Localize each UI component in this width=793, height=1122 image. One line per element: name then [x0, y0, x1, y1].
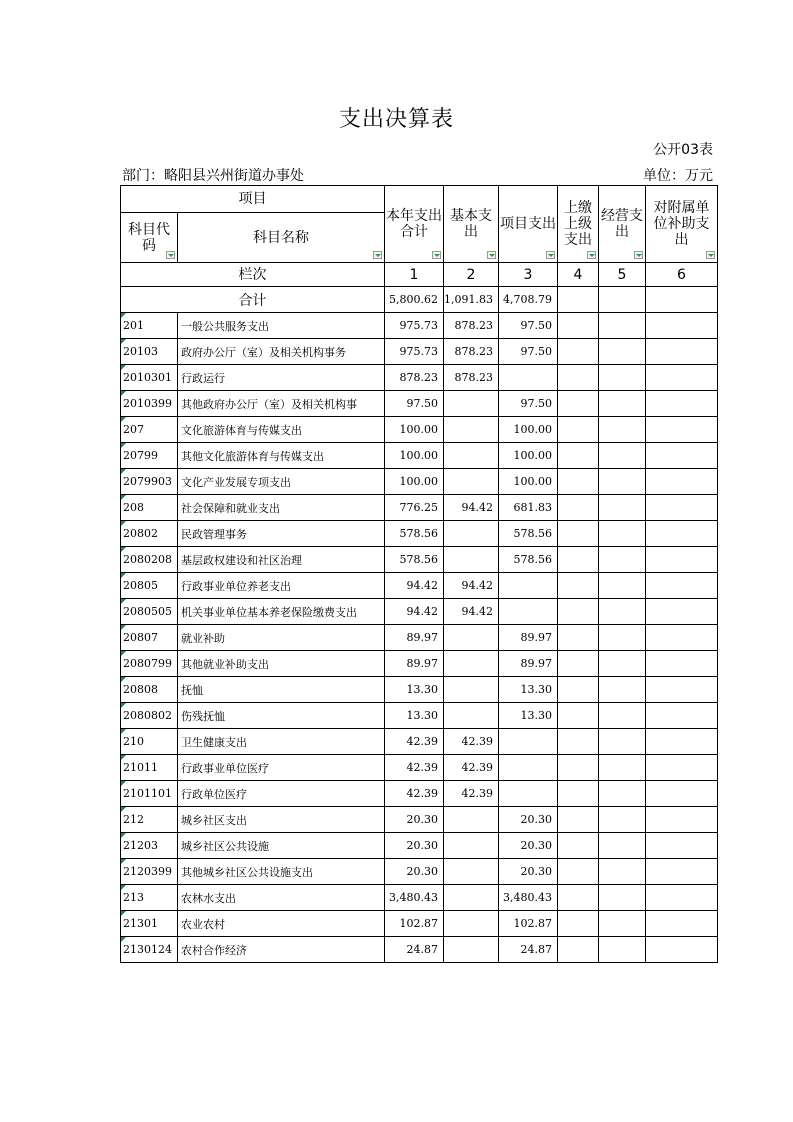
row-col6	[646, 391, 718, 417]
row-col6	[646, 417, 718, 443]
row-name: 政府办公厅（室）及相关机构事务	[178, 339, 385, 365]
row-col4	[558, 469, 599, 495]
total-col3: 4,708.79	[499, 287, 558, 313]
row-col6	[646, 859, 718, 885]
table-row	[121, 677, 718, 703]
total-col1: 5,800.62	[385, 287, 444, 313]
column-index-label: 栏次	[121, 263, 385, 287]
row-col6	[646, 677, 718, 703]
row-code: 2101101	[121, 781, 178, 807]
row-col6	[646, 729, 718, 755]
row-col2: 94.42	[444, 495, 499, 521]
row-col2: 94.42	[444, 599, 499, 625]
row-col6	[646, 781, 718, 807]
row-code: 21301	[121, 911, 178, 937]
row-col4	[558, 833, 599, 859]
row-col1: 878.23	[385, 365, 444, 391]
row-col4	[558, 859, 599, 885]
row-col2: 42.39	[444, 729, 499, 755]
row-col4	[558, 885, 599, 911]
header-col6	[646, 186, 718, 263]
table-row	[121, 703, 718, 729]
row-name: 社会保障和就业支出	[178, 495, 385, 521]
row-col1: 102.87	[385, 911, 444, 937]
row-col3: 97.50	[499, 391, 558, 417]
row-col1: 24.87	[385, 937, 444, 963]
column-index-1: 1	[385, 263, 444, 287]
unit-label: 单位：万元	[643, 168, 713, 184]
filter-dropdown-icon[interactable]	[166, 251, 175, 259]
row-code: 2010301	[121, 365, 178, 391]
row-col5	[599, 547, 646, 573]
table-row	[121, 755, 718, 781]
row-name: 行政运行	[178, 365, 385, 391]
table-row	[121, 469, 718, 495]
row-col5	[599, 365, 646, 391]
row-col5	[599, 755, 646, 781]
department-label: 部门：略阳县兴州街道办事处	[122, 168, 304, 184]
header-col1-label: 本年支出合计	[386, 208, 442, 240]
row-col4	[558, 911, 599, 937]
row-name: 卫生健康支出	[178, 729, 385, 755]
row-name: 其他就业补助支出	[178, 651, 385, 677]
row-col6	[646, 521, 718, 547]
row-col2	[444, 937, 499, 963]
row-col6	[646, 625, 718, 651]
row-col1: 42.39	[385, 781, 444, 807]
row-col4	[558, 677, 599, 703]
row-col1: 100.00	[385, 469, 444, 495]
row-name: 伤残抚恤	[178, 703, 385, 729]
row-name: 其他政府办公厅（室）及相关机构事	[178, 391, 385, 417]
row-col5	[599, 911, 646, 937]
row-code: 201	[121, 313, 178, 339]
table-row	[121, 911, 718, 937]
row-col3: 100.00	[499, 417, 558, 443]
row-code: 212	[121, 807, 178, 833]
row-col2: 42.39	[444, 755, 499, 781]
row-col4	[558, 417, 599, 443]
row-col3: 13.30	[499, 703, 558, 729]
row-code: 20807	[121, 625, 178, 651]
row-col4	[558, 599, 599, 625]
row-name: 其他城乡社区公共设施支出	[178, 859, 385, 885]
total-row	[121, 287, 718, 313]
column-index-5: 5	[599, 263, 646, 287]
row-col4	[558, 391, 599, 417]
row-code: 210	[121, 729, 178, 755]
row-col3: 20.30	[499, 833, 558, 859]
header-col3	[499, 186, 558, 263]
row-col1: 94.42	[385, 599, 444, 625]
row-col1: 776.25	[385, 495, 444, 521]
row-name: 基层政权建设和社区治理	[178, 547, 385, 573]
row-col5	[599, 573, 646, 599]
row-col6	[646, 651, 718, 677]
row-col5	[599, 339, 646, 365]
row-code: 21011	[121, 755, 178, 781]
row-col3	[499, 599, 558, 625]
header-col4-label: 上缴上级支出	[564, 200, 592, 248]
filter-dropdown-icon[interactable]	[546, 251, 555, 259]
table-row	[121, 625, 718, 651]
row-col5	[599, 677, 646, 703]
row-col6	[646, 365, 718, 391]
row-col4	[558, 573, 599, 599]
row-col4	[558, 781, 599, 807]
table-row	[121, 729, 718, 755]
row-col6	[646, 807, 718, 833]
header-col6-label: 对附属单位补助支出	[653, 200, 710, 248]
row-col4	[558, 547, 599, 573]
header-col2-label: 基本支出	[450, 208, 492, 240]
filter-dropdown-icon[interactable]	[706, 251, 715, 259]
row-col2	[444, 703, 499, 729]
row-col2	[444, 859, 499, 885]
row-name: 其他文化旅游体育与传媒支出	[178, 443, 385, 469]
row-code: 2010399	[121, 391, 178, 417]
column-index-3: 3	[499, 263, 558, 287]
row-col6	[646, 339, 718, 365]
row-col1: 578.56	[385, 521, 444, 547]
row-col6	[646, 443, 718, 469]
filter-dropdown-icon[interactable]	[587, 251, 596, 259]
table-row	[121, 599, 718, 625]
row-code: 207	[121, 417, 178, 443]
row-col3	[499, 573, 558, 599]
row-col5	[599, 495, 646, 521]
row-col6	[646, 833, 718, 859]
row-name: 文化旅游体育与传媒支出	[178, 417, 385, 443]
table-row	[121, 573, 718, 599]
row-col3: 100.00	[499, 469, 558, 495]
row-col6	[646, 469, 718, 495]
row-col3: 20.30	[499, 859, 558, 885]
row-col1: 100.00	[385, 443, 444, 469]
row-code: 21203	[121, 833, 178, 859]
total-col5	[599, 287, 646, 313]
row-col3: 3,480.43	[499, 885, 558, 911]
row-col2	[444, 443, 499, 469]
row-col6	[646, 937, 718, 963]
row-col3	[499, 365, 558, 391]
row-col5	[599, 885, 646, 911]
row-col6	[646, 885, 718, 911]
row-col4	[558, 729, 599, 755]
header-col2	[444, 186, 499, 263]
row-name: 文化产业发展专项支出	[178, 469, 385, 495]
table-row	[121, 651, 718, 677]
row-name: 行政单位医疗	[178, 781, 385, 807]
row-name: 农村合作经济	[178, 937, 385, 963]
row-name: 城乡社区公共设施	[178, 833, 385, 859]
row-name: 行政事业单位养老支出	[178, 573, 385, 599]
row-col1: 42.39	[385, 729, 444, 755]
row-col3	[499, 781, 558, 807]
row-col6	[646, 573, 718, 599]
row-name: 农林水支出	[178, 885, 385, 911]
total-col4	[558, 287, 599, 313]
row-col6	[646, 495, 718, 521]
row-col4	[558, 703, 599, 729]
row-col3: 89.97	[499, 625, 558, 651]
row-col2	[444, 911, 499, 937]
row-col5	[599, 781, 646, 807]
row-col3: 97.50	[499, 339, 558, 365]
row-col4	[558, 937, 599, 963]
row-col4	[558, 651, 599, 677]
row-col1: 20.30	[385, 833, 444, 859]
row-col2	[444, 833, 499, 859]
row-code: 213	[121, 885, 178, 911]
row-name: 行政事业单位医疗	[178, 755, 385, 781]
table-row	[121, 417, 718, 443]
row-col1: 42.39	[385, 755, 444, 781]
row-col3: 13.30	[499, 677, 558, 703]
row-col4	[558, 365, 599, 391]
row-code: 2130124	[121, 937, 178, 963]
column-index-6: 6	[646, 263, 718, 287]
table-row	[121, 365, 718, 391]
row-col5	[599, 729, 646, 755]
row-col3: 24.87	[499, 937, 558, 963]
header-project: 项目	[121, 186, 385, 213]
row-col2: 94.42	[444, 573, 499, 599]
row-code: 2079903	[121, 469, 178, 495]
row-code: 20805	[121, 573, 178, 599]
table-row	[121, 521, 718, 547]
row-name: 就业补助	[178, 625, 385, 651]
table-row	[121, 443, 718, 469]
row-col2	[444, 807, 499, 833]
row-col4	[558, 807, 599, 833]
row-col6	[646, 755, 718, 781]
total-label: 合计	[121, 287, 385, 313]
row-col4	[558, 495, 599, 521]
row-col2	[444, 677, 499, 703]
table-row	[121, 937, 718, 963]
header-col1	[385, 186, 444, 263]
row-col1: 100.00	[385, 417, 444, 443]
table-row	[121, 781, 718, 807]
row-name: 抚恤	[178, 677, 385, 703]
row-col1: 13.30	[385, 703, 444, 729]
row-col5	[599, 599, 646, 625]
row-col2	[444, 417, 499, 443]
table-row	[121, 547, 718, 573]
header-code	[121, 213, 178, 263]
filter-dropdown-icon[interactable]	[432, 251, 441, 259]
row-col5	[599, 417, 646, 443]
column-index-4: 4	[558, 263, 599, 287]
table-row	[121, 313, 718, 339]
header-code-label: 科目代码	[128, 221, 170, 254]
total-col6	[646, 287, 718, 313]
row-col3: 578.56	[499, 521, 558, 547]
row-col2: 878.23	[444, 339, 499, 365]
header-col4	[558, 186, 599, 263]
row-col3: 100.00	[499, 443, 558, 469]
table-row	[121, 339, 718, 365]
row-col2	[444, 391, 499, 417]
row-col3: 89.97	[499, 651, 558, 677]
row-col4	[558, 313, 599, 339]
page-title: 支出决算表	[338, 107, 454, 132]
row-col1: 20.30	[385, 859, 444, 885]
row-col5	[599, 937, 646, 963]
expenditure-table	[120, 185, 718, 963]
filter-dropdown-icon[interactable]	[487, 251, 496, 259]
header-col5-label: 经营支出	[601, 208, 643, 240]
row-col2	[444, 547, 499, 573]
row-col4	[558, 521, 599, 547]
row-col3	[499, 755, 558, 781]
row-col4	[558, 755, 599, 781]
header-name	[178, 213, 385, 263]
row-col1: 94.42	[385, 573, 444, 599]
header-col3-label: 项目支出	[500, 216, 556, 232]
row-col4	[558, 625, 599, 651]
row-col2: 878.23	[444, 365, 499, 391]
row-code: 208	[121, 495, 178, 521]
row-col2	[444, 625, 499, 651]
row-col4	[558, 339, 599, 365]
row-col5	[599, 469, 646, 495]
table-row	[121, 495, 718, 521]
row-code: 20103	[121, 339, 178, 365]
row-col1: 20.30	[385, 807, 444, 833]
row-col2: 878.23	[444, 313, 499, 339]
table-row	[121, 833, 718, 859]
row-col1: 89.97	[385, 651, 444, 677]
row-code: 2080208	[121, 547, 178, 573]
total-col2: 1,091.83	[444, 287, 499, 313]
row-col6	[646, 703, 718, 729]
row-col3: 102.87	[499, 911, 558, 937]
row-code: 2080802	[121, 703, 178, 729]
row-col1: 13.30	[385, 677, 444, 703]
column-index-2: 2	[444, 263, 499, 287]
row-col1: 578.56	[385, 547, 444, 573]
row-col6	[646, 313, 718, 339]
row-col3: 97.50	[499, 313, 558, 339]
row-col2	[444, 521, 499, 547]
row-col4	[558, 443, 599, 469]
row-col3	[499, 729, 558, 755]
header-col5	[599, 186, 646, 263]
form-number: 公开03表	[653, 142, 713, 158]
table-row	[121, 859, 718, 885]
table-row	[121, 807, 718, 833]
row-code: 20808	[121, 677, 178, 703]
row-col5	[599, 807, 646, 833]
row-col1: 89.97	[385, 625, 444, 651]
row-col5	[599, 859, 646, 885]
row-col1: 97.50	[385, 391, 444, 417]
row-col2	[444, 885, 499, 911]
row-code: 20802	[121, 521, 178, 547]
row-col1: 975.73	[385, 339, 444, 365]
row-col5	[599, 833, 646, 859]
row-col5	[599, 625, 646, 651]
header-name-label: 科目名称	[253, 229, 309, 246]
table-row	[121, 885, 718, 911]
filter-dropdown-icon[interactable]	[373, 251, 382, 259]
row-col5	[599, 313, 646, 339]
row-col1: 3,480.43	[385, 885, 444, 911]
row-col5	[599, 521, 646, 547]
row-name: 机关事业单位基本养老保险缴费支出	[178, 599, 385, 625]
row-col1: 975.73	[385, 313, 444, 339]
filter-dropdown-icon[interactable]	[634, 251, 643, 259]
row-col3: 681.83	[499, 495, 558, 521]
row-col2	[444, 469, 499, 495]
row-name: 农业农村	[178, 911, 385, 937]
row-col5	[599, 443, 646, 469]
row-code: 2120399	[121, 859, 178, 885]
row-col5	[599, 391, 646, 417]
row-code: 20799	[121, 443, 178, 469]
row-col3: 20.30	[499, 807, 558, 833]
row-name: 民政管理事务	[178, 521, 385, 547]
row-col3: 578.56	[499, 547, 558, 573]
row-code: 2080799	[121, 651, 178, 677]
row-col5	[599, 651, 646, 677]
row-name: 一般公共服务支出	[178, 313, 385, 339]
row-col6	[646, 599, 718, 625]
table-row	[121, 391, 718, 417]
row-col6	[646, 911, 718, 937]
row-col6	[646, 547, 718, 573]
row-code: 2080505	[121, 599, 178, 625]
row-col2: 42.39	[444, 781, 499, 807]
row-name: 城乡社区支出	[178, 807, 385, 833]
row-col2	[444, 651, 499, 677]
row-col5	[599, 703, 646, 729]
